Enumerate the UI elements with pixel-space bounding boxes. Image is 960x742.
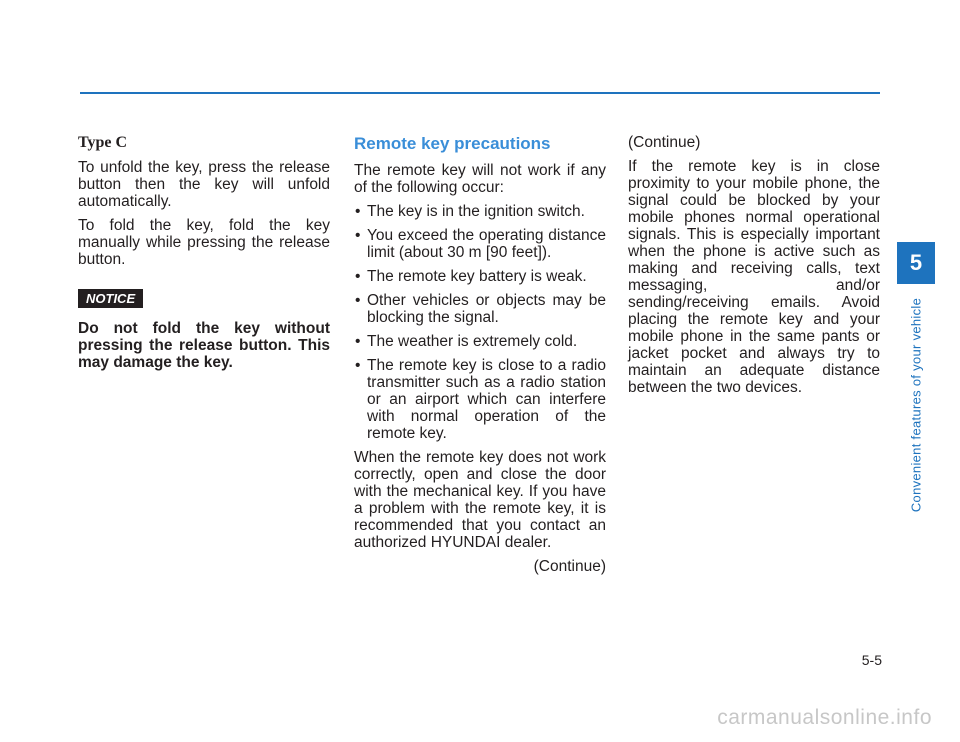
chapter-title: Convenient features of your vehicle [908, 297, 924, 513]
continue-label: (Continue) [533, 558, 606, 575]
top-rule [80, 92, 880, 94]
precautions-list [354, 203, 606, 442]
precautions-intro: The remote key will not work if any of the following occur: [354, 162, 606, 196]
page-number: 5-5 [861, 652, 882, 668]
column-left [78, 134, 330, 371]
notice-badge: NOTICE [78, 289, 143, 308]
watermark: carmanualsonline.info [717, 706, 932, 729]
chapter-title-wrap [896, 292, 936, 518]
list-item: • You exceed the operating distance limit (about 30 m [90 feet]). [354, 227, 606, 261]
chapter-tab: 5 [897, 242, 935, 284]
mechanical-key-paragraph: When the remote key does not work correctly, open and close the door with the mechanical key. If you have a problem with the remote key, it is recommended that you contact an authorized HYUNDAI dealer. [354, 449, 606, 551]
column-right [628, 134, 880, 403]
fold-paragraph: To fold the key, fold the key manually while pressing the release button. [78, 217, 330, 268]
column-middle [354, 134, 606, 582]
list-item: • The remote key battery is weak. [354, 268, 606, 285]
continued-label: (Continue) [628, 134, 701, 151]
mobile-phone-paragraph: If the remote key is in close proximity to your mobile phone, the signal could be blocked by your mobile phones normal operational signals. This is especially important when the phone is active such as making and receiving calls, text messaging, and/or sending/receiving emails. Avoid placing the remote key and your mobile phone in the same pants or jacket pocket and always try to maintain an adequate distance between the two devices. [628, 158, 880, 396]
list-item: • The key is in the ignition switch. [354, 203, 606, 220]
type-c-heading: Type C [78, 134, 128, 151]
unfold-paragraph: To unfold the key, press the release button then the key will unfold automatically. [78, 159, 330, 210]
notice-text: Do not fold the key without pressing the release button. This may damage the key. [78, 320, 330, 371]
list-item: • Other vehicles or objects may be blocking the signal. [354, 292, 606, 326]
list-item: • The weather is extremely cold. [354, 333, 606, 350]
remote-key-precautions-heading: Remote key precautions [354, 134, 551, 153]
list-item: • The remote key is close to a radio transmitter such as a radio station or an airport which can interfere with normal operation of the remote key. [354, 357, 606, 442]
